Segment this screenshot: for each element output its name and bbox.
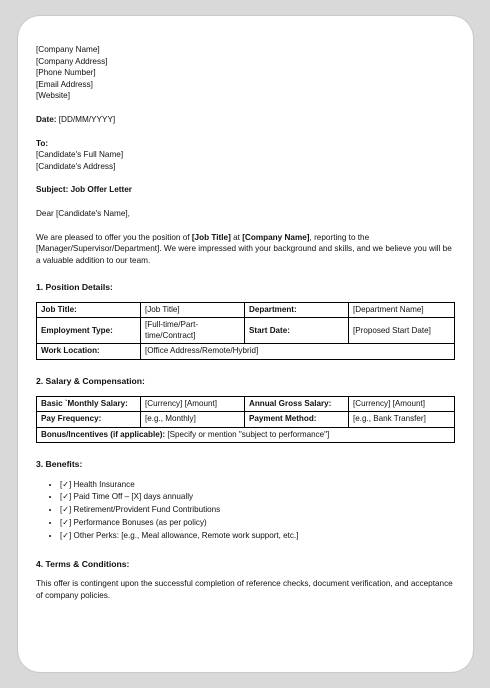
date-value: [DD/MM/YYYY]: [58, 114, 116, 124]
table-cell: Job Title:: [37, 302, 141, 318]
position-heading: 1. Position Details:: [36, 282, 113, 293]
table-cell: [Currency] [Amount]: [141, 396, 245, 412]
table-cell: [Job Title]: [141, 302, 245, 318]
intro-text-1: We are pleased to offer you the position of: [36, 232, 192, 242]
subject-line: Subject: Job Offer Letter: [36, 185, 132, 195]
table-row: [37, 396, 455, 412]
letter-page: [18, 16, 473, 672]
list-item: • [✓] Health Insurance: [60, 479, 454, 492]
to-label: To:: [36, 138, 49, 148]
terms-paragraph: This offer is contingent upon the successful completion of reference checks, document verification, and acceptance of company policies.: [36, 579, 453, 600]
table-cell: Employment Type:: [37, 318, 141, 344]
salary-heading: 2. Salary & Compensation:: [36, 375, 145, 386]
table-cell: [37, 427, 455, 443]
website: [Website]: [36, 91, 70, 101]
greeting: Dear [Candidate's Name],: [36, 208, 130, 218]
bonus-value: [Specify or mention "subject to performance"]: [165, 429, 330, 439]
table-row: [37, 318, 455, 344]
position-table: [36, 302, 455, 360]
intro-text-3: , reporting to the [Manager/Supervisor/Department]. We were impressed with your background and skills, and we believe you will be a valuable addition to our team.: [36, 232, 452, 265]
candidate-address: [Candidate's Address]: [36, 161, 116, 171]
table-cell: Annual Gross Salary:: [245, 396, 349, 412]
intro-text-2: at: [230, 232, 243, 242]
intro-job-title: [Job Title]: [191, 232, 231, 242]
table-cell: [Department Name]: [349, 302, 455, 318]
table-cell: [Currency] [Amount]: [349, 396, 455, 412]
table-cell: [e.g., Bank Transfer]: [349, 412, 455, 428]
list-item: • [✓] Performance Bonuses (as per policy): [60, 517, 454, 530]
benefits-list: [36, 479, 454, 543]
date-label: Date:: [36, 114, 57, 124]
company-name: [Company Name]: [36, 45, 100, 54]
table-cell: [Full-time/Part-time/Contract]: [141, 318, 245, 344]
table-cell: [Proposed Start Date]: [349, 318, 455, 344]
table-cell: Department:: [245, 302, 349, 318]
table-cell: [e.g., Monthly]: [141, 412, 245, 428]
table-cell: Basic `Monthly Salary:: [37, 396, 141, 412]
letter-content: [36, 44, 454, 601]
email-address: [Email Address]: [36, 79, 93, 89]
table-cell: Pay Frequency:: [37, 412, 141, 428]
salary-table: [36, 396, 455, 444]
intro-paragraph: [36, 232, 454, 267]
table-cell: Work Location:: [37, 344, 141, 360]
intro-company: [Company Name]: [242, 232, 310, 242]
list-item: • [✓] Paid Time Off – [X] days annually: [60, 491, 454, 504]
table-row: [37, 302, 455, 318]
terms-heading: 4. Terms & Conditions:: [36, 558, 130, 569]
bonus-label: Bonus/Incentives (if applicable):: [41, 429, 166, 439]
date-line: [36, 114, 454, 126]
phone-number: [Phone Number]: [36, 68, 96, 78]
table-cell: Payment Method:: [245, 412, 349, 428]
table-cell: [Office Address/Remote/Hybrid]: [141, 344, 455, 360]
list-item: • [✓] Other Perks: [e.g., Meal allowance, Remote work support, etc.]: [60, 530, 454, 543]
table-cell: Start Date:: [245, 318, 349, 344]
list-item: • [✓] Retirement/Provident Fund Contributions: [60, 504, 454, 517]
company-address: [Company Address]: [36, 56, 108, 66]
table-row: [37, 412, 455, 428]
benefits-heading: 3. Benefits:: [36, 459, 83, 469]
table-row: [37, 427, 455, 443]
table-row: [37, 344, 455, 360]
candidate-name: [Candidate's Full Name]: [36, 150, 124, 160]
